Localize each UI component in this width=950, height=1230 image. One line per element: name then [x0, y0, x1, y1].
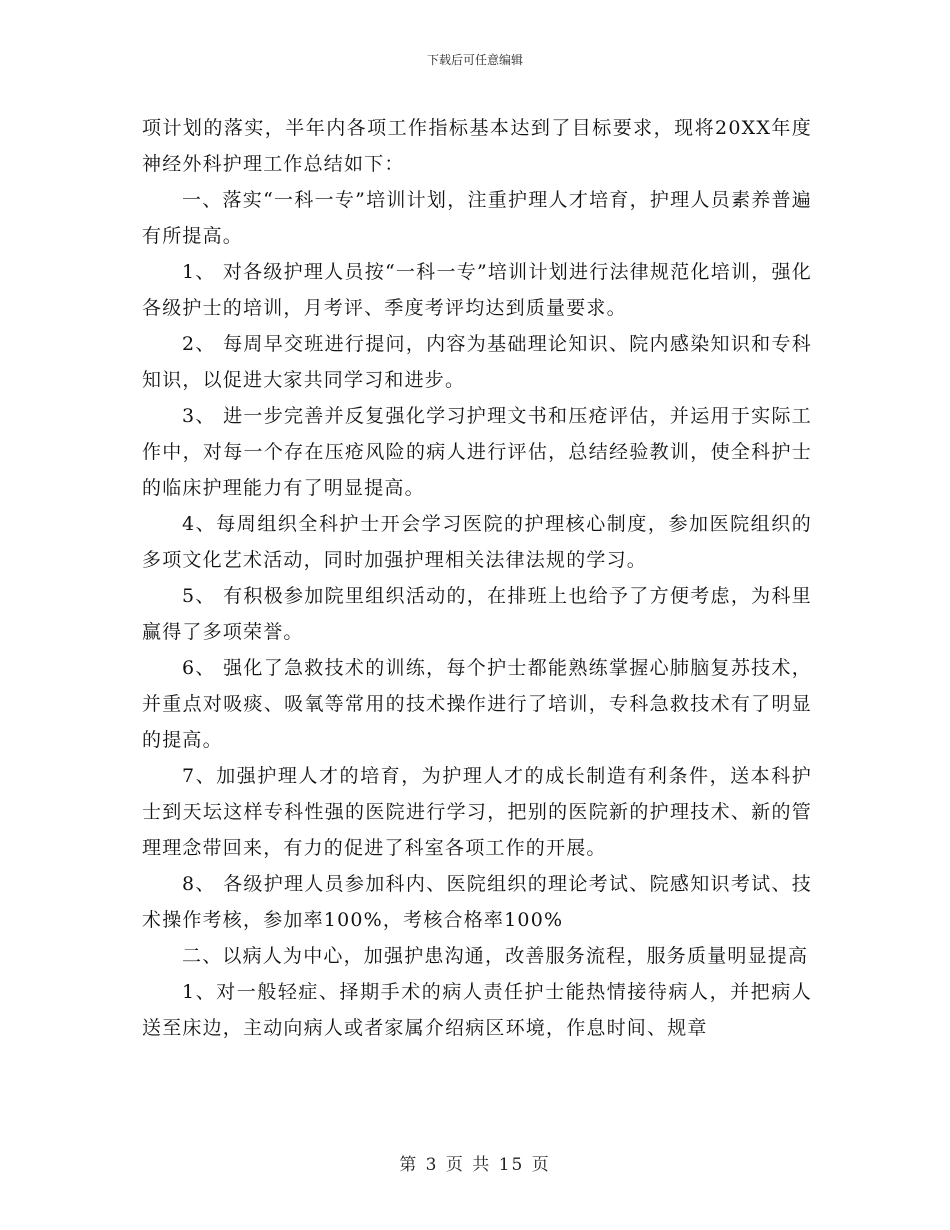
paragraph-section-2-item-1: 1、对一般轻症、择期手术的病人责任护士能热情接待病人，并把病人送至床边，主动向病人或者家属介绍病区环境，作息时间、规章	[142, 981, 812, 1039]
paragraph-item-3: 3、 进一步完善并反复强化学习护理文书和压疮评估，并运用于实际工作中，对每一个存在压疮风险的病人进行评估，总结经验教训，使全科护士的临床护理能力有了明显提高。	[142, 405, 812, 499]
page-number: 第 3 页 共 15 页	[399, 1155, 551, 1175]
paragraph-item-5: 5、 有积极参加院里组织活动的，在排班上也给予了方便考虑，为科里赢得了多项荣誉。	[142, 585, 812, 643]
paragraph-item-2: 2、 每周早交班进行提问，内容为基础理论知识、院内感染知识和专科知识，以促进大家共同学习和进步。	[142, 333, 812, 391]
paragraph-item-8: 8、 各级护理人员参加科内、医院组织的理论考试、院感知识考试、技术操作考核，参加率100%，考核合格率100%	[142, 873, 812, 931]
document-body	[142, 110, 812, 1046]
paragraph-item-7: 7、加强护理人才的培育，为护理人才的成长制造有利条件，送本科护士到天坛这样专科性强的医院进行学习，把别的医院新的护理技术、新的管理理念带回来，有力的促进了科室各项工作的开展。	[142, 765, 812, 859]
paragraph-section-1-heading: 一、落实“一科一专”培训计划，注重护理人才培育，护理人员素养普遍有所提高。	[142, 189, 812, 247]
paragraph-item-6: 6、 强化了急救技术的训练，每个护士都能熟练掌握心肺脑复苏技术，并重点对吸痰、吸氧等常用的技术操作进行了培训，专科急救技术有了明显的提高。	[142, 657, 812, 751]
paragraph-intro: 项计划的落实，半年内各项工作指标基本达到了目标要求，现将20XX年度神经外科护理工作总结如下：	[142, 117, 812, 175]
page-header: 下载后可任意编辑	[426, 53, 523, 67]
paragraph-section-2-heading: 二、以病人为中心，加强护患沟通，改善服务流程，服务质量明显提高	[182, 945, 809, 967]
paragraph-item-4: 4、每周组织全科护士开会学习医院的护理核心制度，参加医院组织的多项文化艺术活动，同时加强护理相关法律法规的学习。	[142, 513, 812, 571]
paragraph-item-1: 1、 对各级护理人员按“一科一专”培训计划进行法律规范化培训，强化各级护士的培训，月考评、季度考评均达到质量要求。	[142, 261, 812, 319]
